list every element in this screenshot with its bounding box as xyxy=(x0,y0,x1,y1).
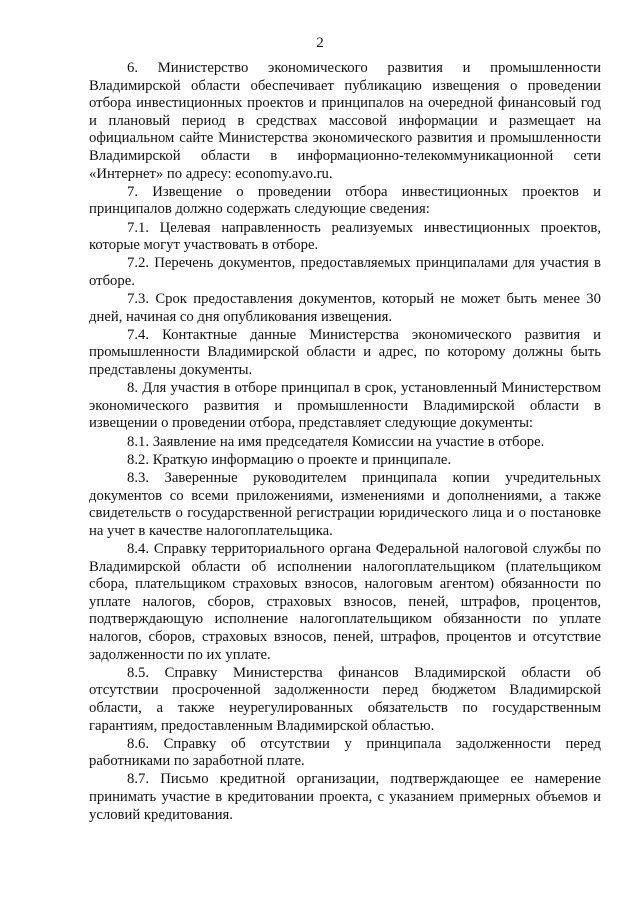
paragraph-7-1: 7.1. Целевая направленность реализуемых инвестиционных проектов, которые могут участвовать в отборе. xyxy=(89,219,601,254)
paragraph-8-3: 8.3. Заверенные руководителем принципала копии учредительных документов со всеми приложениями, изменениями и дополнениями, а также свидетельств о государственной регистрации юридического лица и о постановке на учет в качестве налогоплательщика. xyxy=(89,470,601,539)
paragraph-6: 6. Министерство экономического развития и промышленности Владимирской области обеспечивает публикацию извещения о проведении отбора инвестиционных проектов и принципалов на очередной финансовый год и плановый период в средствах массовой информации и размещает на официальном сайте Министерства экономического развития и промышленности Владимирской области в информационно-телекоммуникационной сети «Интернет» по адресу: economy.avo.ru. xyxy=(89,60,601,182)
paragraph-8-6: 8.6. Справку об отсутствии у принципала задолженности перед работниками по заработной плате. xyxy=(89,735,601,770)
paragraph-7-4: 7.4. Контактные данные Министерства экономического развития и промышленности Владимирской области и адрес, по которому должны быть представлены документы. xyxy=(89,326,601,379)
page-number: 2 xyxy=(316,35,324,51)
paragraph-8: 8. Для участия в отборе принципал в срок, установленный Министерством экономического развития и промышленности Владимирской области в извещении о проведении отбора, представляет следующие документы: xyxy=(89,380,601,432)
paragraph-8-7: 8.7. Письмо кредитной организации, подтверждающее ее намерение принимать участие в кредитовании проекта, с указанием примерных объемов и условий кредитования. xyxy=(89,771,601,823)
paragraph-8-4: 8.4. Справку территориального органа Федеральной налоговой службы по Владимирской области об исполнении налогоплательщиком (плательщиком сбора, плательщиком страховых взносов, налоговым агентом) обязанности по уплате налогов, сборов, страховых взносов, пеней, штрафов, процентов, подтверждающую исполнение налогоплательщиком обязанности по уплате налогов, сборов, страховых взносов, пеней, штрафов, процентов и отсутствие задолженности по их уплате. xyxy=(89,540,601,663)
paragraph-7-3: 7.3. Срок предоставления документов, который не может быть менее 30 дней, начиная со дня опубликования извещения. xyxy=(89,291,601,325)
paragraph-8-5: 8.5. Справку Министерства финансов Владимирской области об отсутствии просроченной задолженности перед бюджетом Владимирской области, а также неурегулированных обязательств по государственным гарантиям, предоставленным Владимирской областью. xyxy=(89,664,601,734)
paragraph-8-2: 8.2. Краткую информацию о проекте и принципале. xyxy=(127,451,452,468)
paragraph-7: 7. Извещение о проведении отбора инвестиционных проектов и принципалов должно содержать следующие сведения: xyxy=(89,183,601,218)
paragraph-7-2: 7.2. Перечень документов, предоставляемых принципалами для участия в отборе. xyxy=(89,255,601,289)
paragraph-8-1: 8.1. Заявление на имя председателя Комиссии на участие в отборе. xyxy=(127,433,545,450)
document-body xyxy=(89,60,601,824)
